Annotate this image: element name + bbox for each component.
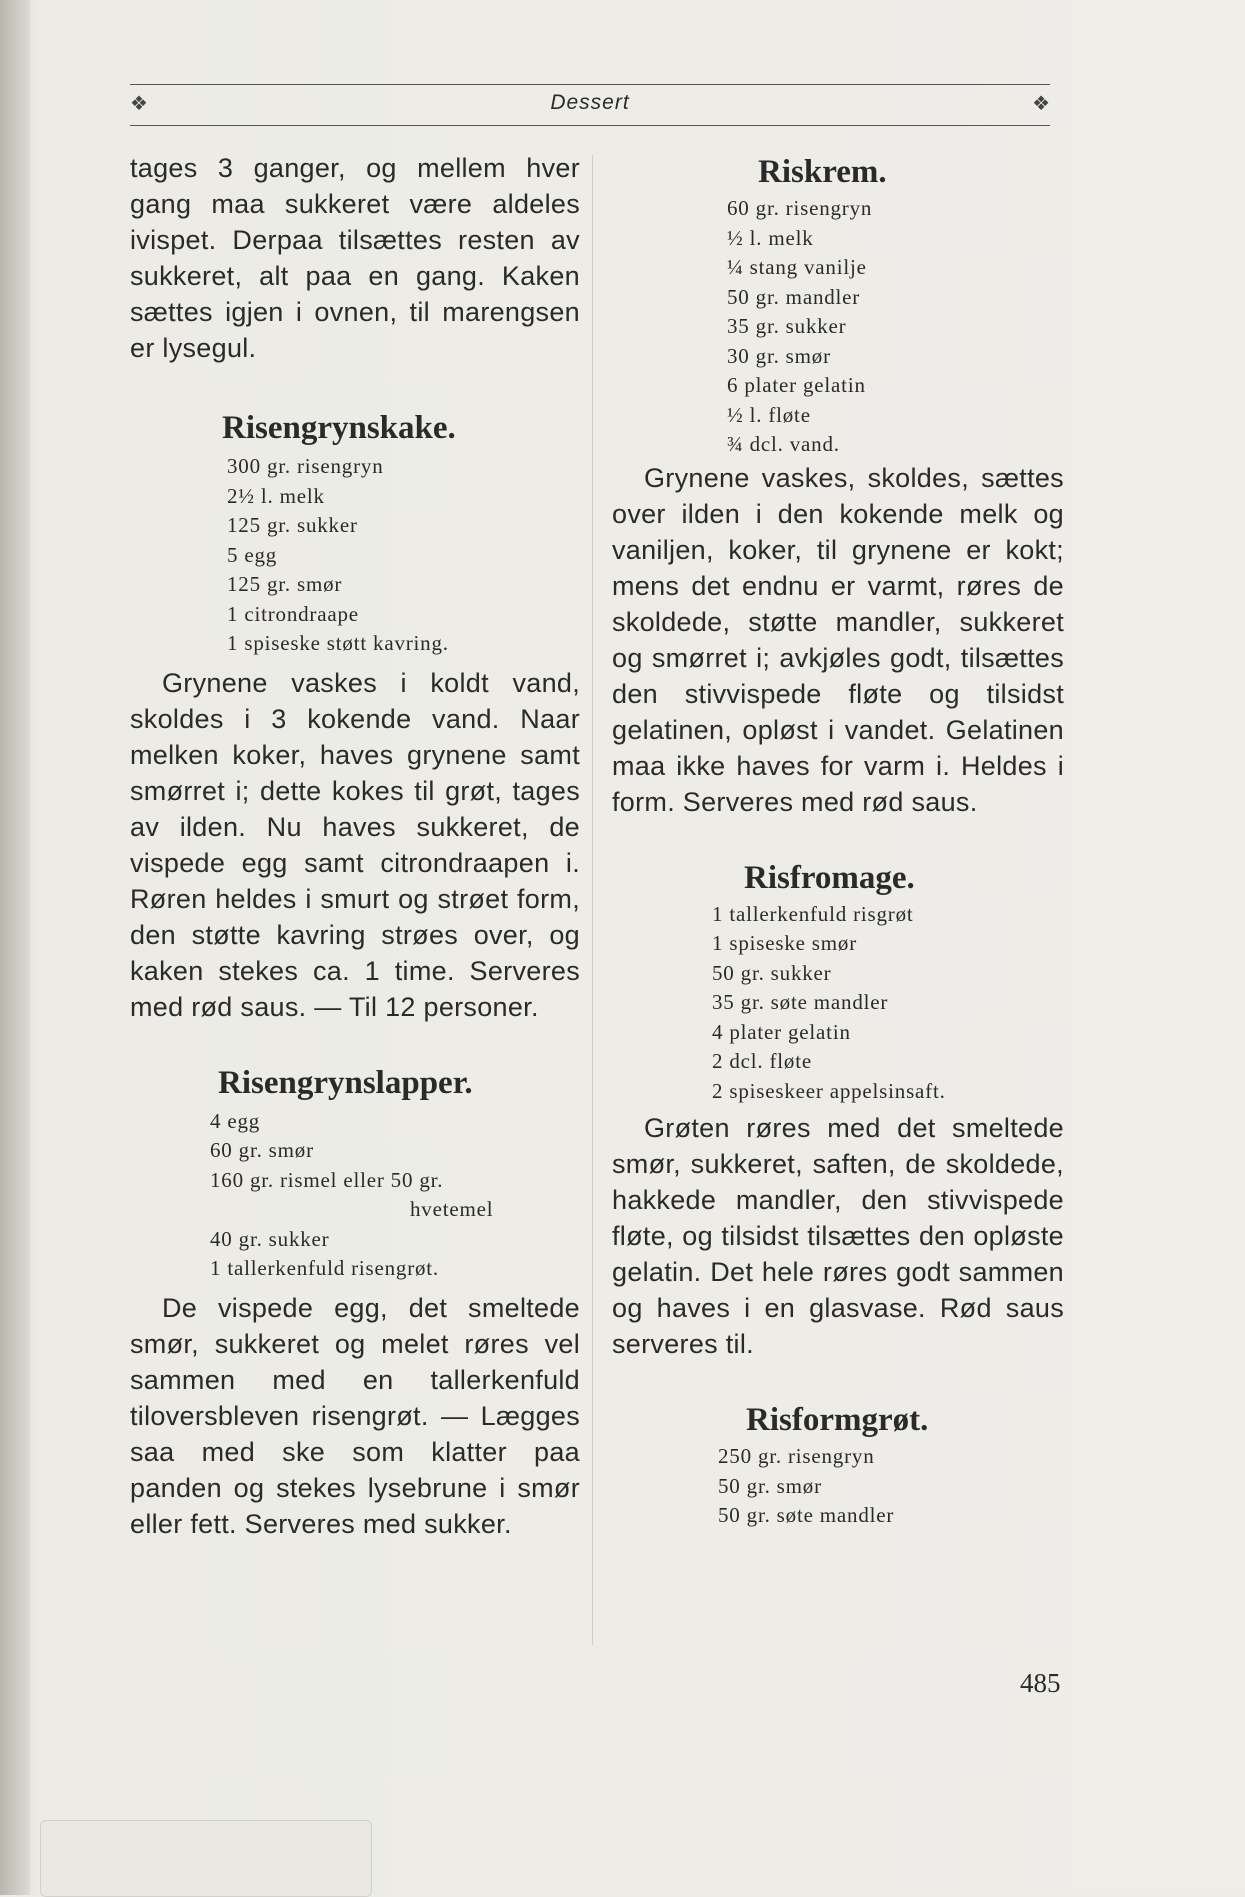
ingredient: 50 gr. søte mandler	[718, 1503, 895, 1527]
ingredient: 50 gr. mandler	[727, 284, 861, 309]
ingredient: 250 gr. risengryn	[718, 1444, 875, 1468]
recipe-title: Risfromage.	[744, 859, 915, 896]
ingredient: 30 gr. smør	[727, 343, 831, 368]
recipe-instructions: Grynene vaskes i koldt vand, skoldes i 3 kokende vand. Naar melken koker, haves grynene samt smørret i; dette kokes til grøt, tages av ilden. Nu haves sukkeret, de vispede egg samt citrondraapen i. Røren heldes i smurt og strøet form, den støtte kavring strøes over, og kaken stekes ca. 1 time. Serveres med rød saus. — Til 12 personer.	[130, 667, 580, 1022]
ingredient: 4 plater gelatin	[712, 1019, 851, 1044]
intro-paragraph: tages 3 ganger, og mellem hver gang maa sukkeret være aldeles ivispet. Derpaa tilsættes resten av sukkeret, alt paa en gang. Kaken sættes igjen i ovnen, til marengsen er lysegul.	[130, 153, 580, 363]
recipe-instructions: De vispede egg, det smeltede smør, sukkeret og melet røres vel sammen med en tallerkenfuld tiloversbleven risengrøt. — Lægges saa med ske som klatter paa panden og stekes lysebrune i smør eller fett. Serveres med sukker.	[130, 1292, 580, 1539]
recipe-title: Risformgrøt.	[746, 1402, 929, 1438]
ingredient: 60 gr. risengryn	[727, 196, 873, 220]
column-divider	[592, 155, 593, 1645]
ingredient: 1 spiseske smør	[712, 931, 857, 955]
ingredient: 1 tallerkenfuld risengrøt.	[210, 1256, 439, 1280]
ingredient: 160 gr. rismel eller 50 gr.	[210, 1167, 444, 1192]
ingredient-list	[210, 1107, 580, 1284]
ingredient: 60 gr. smør	[210, 1138, 314, 1162]
recipe-title: Risengrynslapper.	[218, 1064, 473, 1101]
ingredient: 2 dcl. fløte	[712, 1049, 812, 1073]
ingredient-list	[712, 900, 1064, 1107]
ingredient: 5 egg	[227, 542, 278, 567]
running-header	[130, 84, 1050, 126]
ingredient: 35 gr. sukker	[727, 314, 847, 338]
ingredient: 6 plater gelatin	[727, 373, 866, 397]
ingredient: hvetemel	[410, 1197, 494, 1221]
ingredient: ½ l. fløte	[727, 402, 811, 427]
page-tab	[40, 1820, 372, 1897]
ingredient-list	[718, 1442, 1064, 1531]
ingredient: ½ l. melk	[727, 225, 814, 250]
ingredient: 1 citrondraape	[227, 601, 359, 626]
ornament-icon: ❖	[130, 91, 148, 115]
ingredient: 300 gr. risengryn	[227, 454, 384, 478]
ingredient: 50 gr. sukker	[712, 960, 832, 985]
header-title: Dessert	[550, 91, 630, 114]
recipe-title: Riskrem.	[758, 154, 887, 190]
ingredient-list	[727, 194, 1064, 460]
ingredient: ¼ stang vanilje	[727, 255, 867, 279]
ingredient-list	[227, 452, 580, 659]
recipe-instructions: Grynene vaskes, skoldes, sættes over ilden i den kokende melk og vaniljen, koker, til grynene er kokt; mens det endnu er varmt, røres de skoldede, støtte mandler, sukkeret og smørret i; avkjøles godt, tilsættes den stivvispede fløte og tilsidst gelatinen, opløst i vandet. Gelatinen maa ikke haves for varm i. Heldes i form. Serveres med rød saus.	[612, 462, 1064, 817]
ornament-icon: ❖	[1032, 91, 1050, 115]
ingredient: 125 gr. sukker	[227, 513, 358, 537]
ingredient: 4 egg	[210, 1108, 261, 1133]
ingredient: 125 gr. smør	[227, 572, 343, 596]
ingredient: 40 gr. sukker	[210, 1226, 330, 1251]
ingredient: 35 gr. søte mandler	[712, 990, 889, 1014]
right-column	[612, 150, 1064, 1531]
ingredient: 1 tallerkenfuld risgrøt	[712, 901, 914, 926]
left-column	[130, 150, 580, 1542]
ingredient: ¾ dcl. vand.	[727, 432, 840, 456]
recipe-title: Risengrynskake.	[222, 410, 456, 446]
ingredient: 2½ l. melk	[227, 483, 325, 508]
ingredient: 50 gr. smør	[718, 1473, 822, 1498]
recipe-instructions: Grøten røres med det smeltede smør, sukkeret, saften, de skoldede, hakkede mandler, den stivvispede fløte, og tilsidst tilsættes den opløste gelatin. Det hele røres godt sammen og haves i en glasvase. Rød saus serveres til.	[612, 1113, 1064, 1359]
book-spine	[0, 0, 30, 1895]
page-number: 485	[1020, 1668, 1061, 1698]
ingredient: 2 spiseskeer appelsinsaft.	[712, 1078, 946, 1103]
ingredient: 1 spiseske støtt kavring.	[227, 631, 449, 655]
